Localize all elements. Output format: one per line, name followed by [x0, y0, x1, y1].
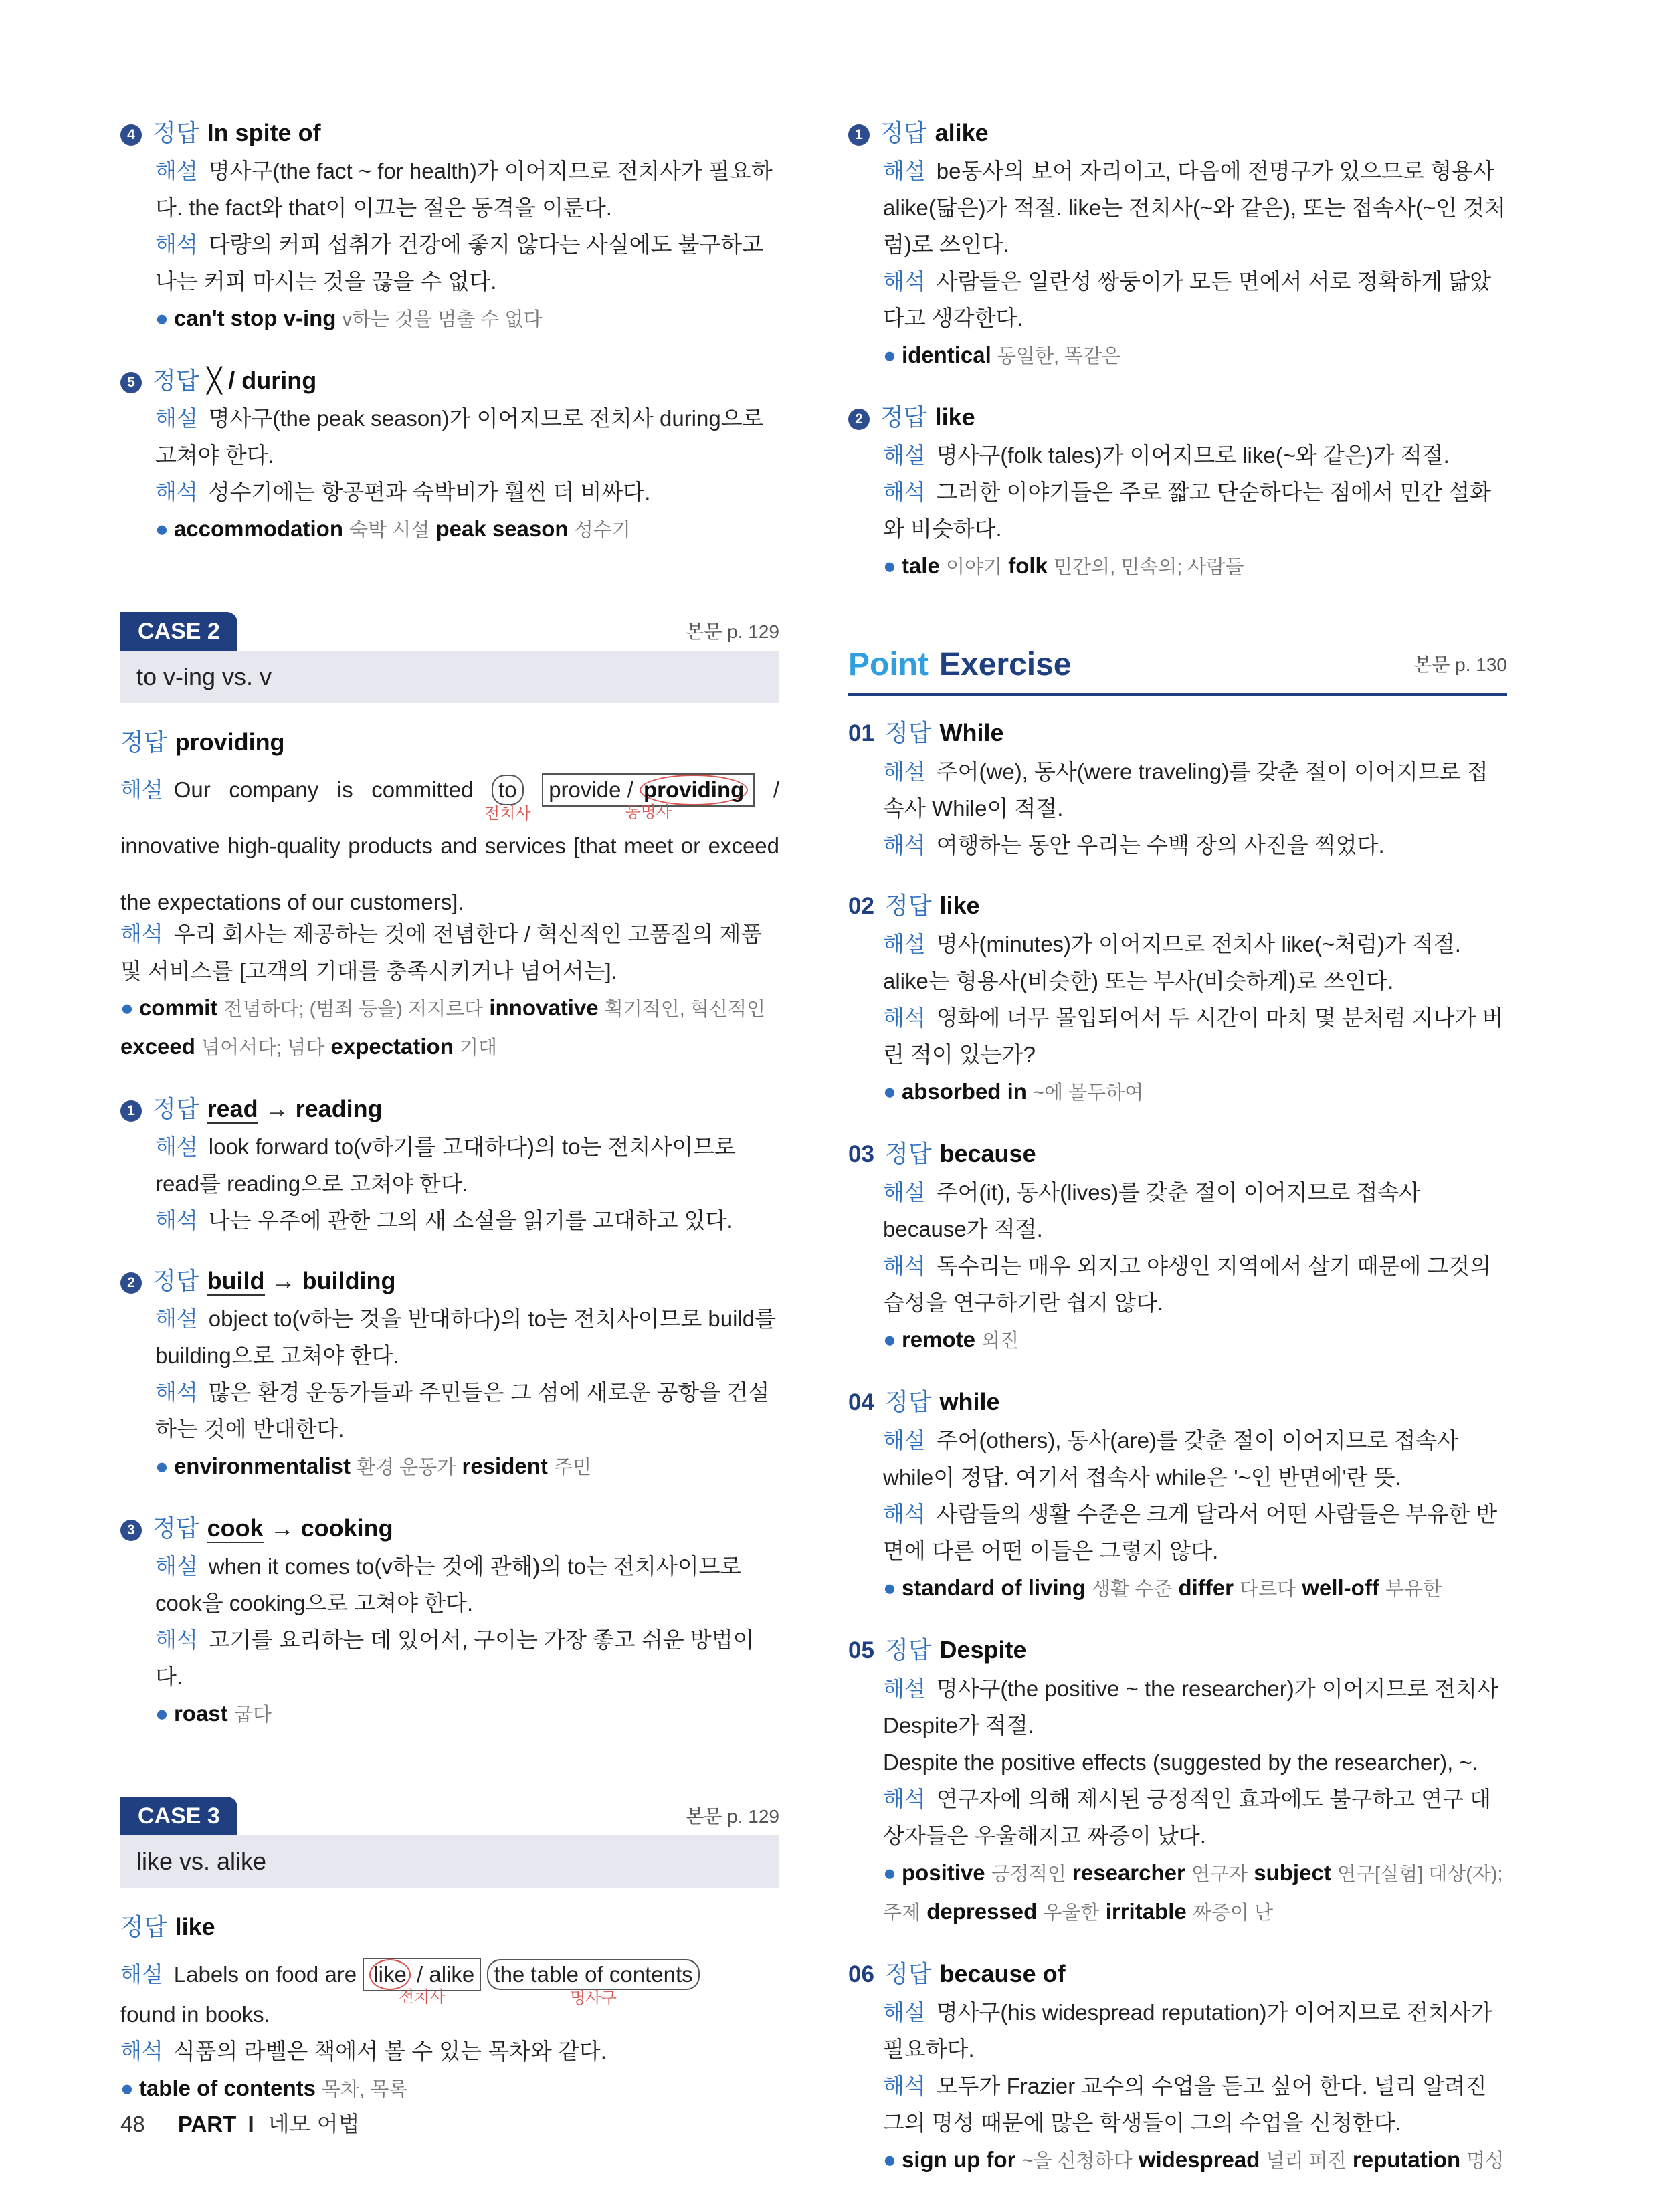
translation-text: 모두가 Frazier 교수의 수업을 듣고 싶어 한다. 널리 알려진 그의 명성 때문에 많은 학생들이 그의 수업을 신청한다. — [883, 2074, 1487, 2135]
case-title: like vs. alike — [120, 1835, 779, 1888]
explanation — [848, 753, 1507, 827]
translation-label: 해석 — [155, 1208, 198, 1233]
textbook-page-ref: 본문 p. 130 — [1413, 654, 1507, 675]
item-number-badge: 1 — [120, 1100, 142, 1122]
vocab-line — [120, 300, 779, 338]
explanation-text: 명사구(the peak season)가 이어지므로 전치사 during으로 고쳐야 한다. — [155, 406, 764, 468]
left-column — [120, 114, 779, 2131]
sentence-start: Our company is committed — [173, 777, 474, 802]
vocab-line — [120, 510, 779, 549]
answer-label: 정답 — [153, 367, 199, 394]
answer-correct: building — [302, 1267, 396, 1294]
vocab-word: widespread — [1138, 2147, 1260, 2172]
answer-label: 정답 — [120, 1913, 167, 1940]
answer-correct: reading — [295, 1095, 383, 1122]
vocab-meaning: 획기적인, 혁신적인 — [604, 999, 765, 1020]
vocab-word: subject — [1254, 1860, 1331, 1885]
vocab-word: tale — [901, 553, 940, 578]
answer-value: Despite — [939, 1636, 1027, 1664]
vocab-word: differ — [1178, 1575, 1234, 1600]
preposition-box — [484, 775, 531, 823]
explanation — [120, 400, 779, 474]
exercise-header — [848, 645, 1507, 696]
bullet-icon: ● — [883, 1860, 896, 1885]
explanation — [120, 762, 779, 930]
bullet-icon: ● — [883, 342, 896, 367]
translation-label: 해석 — [155, 232, 198, 257]
explanation-label: 해설 — [155, 1134, 198, 1159]
translation-text: 그러한 이야기들은 주로 짧고 단순하다는 점에서 민간 설화와 비슷하다. — [883, 480, 1492, 541]
answer-label: 정답 — [120, 728, 167, 756]
translation — [848, 1496, 1507, 1569]
vocab-line — [848, 1569, 1507, 1608]
vocab-meaning: 생활 수준 — [1092, 1579, 1173, 1600]
answer-line — [848, 1134, 1507, 1174]
vocab-meaning: 굽다 — [233, 1704, 272, 1726]
vocab-line — [848, 1321, 1507, 1360]
explanation-label: 해설 — [155, 159, 198, 183]
vocab-meaning: ~에 몰두하여 — [1033, 1082, 1144, 1104]
page-number: 48 — [120, 2112, 145, 2136]
case-header — [120, 612, 779, 651]
vocab-line — [120, 989, 779, 1067]
translation-label: 해석 — [155, 1380, 198, 1405]
explanation-text: 명사구(the fact ~ for health)가 이어지므로 전치사가 필요하다. the fact와 that이 이끄는 절은 동격을 이룬다. — [155, 159, 773, 220]
vocab-meaning: 다르다 — [1240, 1579, 1296, 1600]
spacer — [120, 703, 779, 723]
vocab-meaning: 성수기 — [574, 520, 631, 541]
answer-line — [120, 1090, 779, 1128]
vocab-word: well-off — [1302, 1575, 1379, 1600]
translation — [120, 916, 779, 989]
answer-label: 정답 — [880, 119, 927, 146]
vocab-word: reputation — [1352, 2147, 1461, 2172]
answer-line — [848, 714, 1507, 753]
translation — [848, 827, 1507, 864]
explanation — [120, 1946, 779, 2007]
vocab-line — [120, 1447, 779, 1486]
explanation — [848, 1422, 1507, 1496]
arrow-icon: → — [270, 1514, 294, 1542]
case-tag: CASE 2 — [120, 612, 237, 651]
translation — [120, 1202, 779, 1239]
choice-correct: like — [369, 1959, 411, 1990]
bullet-icon: ● — [120, 2076, 134, 2100]
explanation-label: 해설 — [883, 932, 926, 957]
item-number-badge: 1 — [848, 124, 870, 146]
answer-line — [848, 1383, 1507, 1422]
answer-item — [120, 1090, 779, 1239]
explanation-label: 해설 — [120, 777, 163, 802]
choice-wrong: / alike — [410, 1962, 475, 1987]
explanation — [848, 153, 1507, 263]
explanation-text: 주어(others), 동사(are)를 갖춘 절이 이어지므로 접속사 while이 정답. 여기서 접속사 while은 '~인 반면에'란 뜻. — [883, 1428, 1459, 1490]
answer-item — [848, 114, 1507, 375]
translation-label: 해석 — [155, 480, 198, 504]
answer-value: alike — [935, 119, 989, 146]
vocab-meaning: 연구[실험] 대상(자); 주제 — [883, 1864, 1503, 1924]
bullet-icon: ● — [883, 1575, 896, 1600]
translation-text: 독수리는 매우 외지고 야생인 지역에서 살기 때문에 그것의 습성을 연구하기란 쉽지 않다. — [883, 1253, 1492, 1315]
explanation — [848, 1994, 1507, 2068]
choice-box — [542, 773, 755, 821]
vocab-line — [848, 1073, 1507, 1112]
explanation-label: 해설 — [883, 443, 926, 468]
vocab-meaning: 부유한 — [1385, 1579, 1442, 1600]
vocab-word: table of contents — [138, 2076, 316, 2100]
vocab-meaning: 기대 — [460, 1037, 498, 1059]
vocab-word: absorbed in — [901, 1079, 1027, 1104]
answer-line — [848, 886, 1507, 926]
explanation-text: when it comes to(v하는 것에 관해)의 to는 전치사이므로 cook을 cooking으로 고쳐야 한다. — [155, 1554, 742, 1615]
translation-text: 여행하는 동안 우리는 수백 장의 사진을 찍었다. — [936, 833, 1385, 858]
translation-text: 식품의 라벨은 책에서 볼 수 있는 목차와 같다. — [173, 2039, 607, 2064]
translation — [848, 1247, 1507, 1321]
answer-value: In spite of — [207, 119, 321, 146]
vocab-word: identical — [901, 342, 991, 367]
vocab-word: innovative — [489, 995, 599, 1020]
answer-label: 정답 — [884, 1636, 932, 1664]
bullet-icon: ● — [883, 553, 896, 578]
slash: / — [773, 777, 780, 802]
explanation — [848, 437, 1507, 474]
answer-item — [848, 398, 1507, 586]
translation-text: 성수기에는 항공편과 숙박비가 훨씬 더 비싸다. — [208, 480, 651, 504]
answer-label: 정답 — [880, 403, 927, 431]
title-exercise: Exercise — [939, 647, 1072, 682]
choice-wrong: provide / — [549, 777, 640, 802]
item-number-badge: 3 — [120, 1520, 142, 1541]
page-footer — [120, 2107, 359, 2138]
explanation-label: 해설 — [120, 1962, 163, 1987]
spacer — [120, 1888, 779, 1908]
vocab-word: exceed — [120, 1034, 195, 1059]
choice-correct: providing — [640, 775, 748, 805]
spacer — [848, 609, 1507, 641]
explanation-text: 명사(minutes)가 이어지므로 전치사 like(~처럼)가 적절. alike는 형용사(비슷한) 또는 부사(비슷하게)로 쓰인다. — [883, 932, 1461, 993]
vocab-word: resident — [462, 1453, 548, 1478]
translation-label: 해석 — [883, 2074, 926, 2098]
explanation-text: 주어(we), 동사(were traveling)를 갖춘 절이 이어지므로 접속사 While이 적절. — [883, 759, 1488, 821]
translation-label: 해석 — [883, 1253, 926, 1278]
answer-label: 정답 — [884, 1388, 932, 1415]
sentence-rest: found in books. — [120, 2002, 270, 2027]
explanation — [120, 1128, 779, 1202]
case-tag: CASE 3 — [120, 1797, 237, 1835]
textbook-page-ref: 본문 p. 129 — [686, 621, 779, 642]
vocab-meaning: 넘어서다; 넘다 — [201, 1037, 325, 1059]
answer-value: because of — [939, 1960, 1066, 1987]
answer-value: like — [935, 403, 975, 431]
explanation — [120, 1300, 779, 1374]
vocab-word: remote — [901, 1327, 975, 1352]
bullet-icon: ● — [883, 1327, 896, 1352]
answer-line — [120, 1509, 779, 1548]
part-label: PART — [177, 2112, 237, 2136]
explanation — [848, 1670, 1507, 1744]
sentence-rest: innovative high-quality products and services [that meet or exceed the expectations of our customers]. — [120, 833, 779, 914]
spacer — [120, 1756, 779, 1797]
answer-wrong: cook — [207, 1514, 264, 1542]
translation-text: 많은 환경 운동가들과 주민들은 그 섬에 새로운 공항을 건설하는 것에 반대한다. — [155, 1380, 770, 1441]
explanation — [120, 1548, 779, 1621]
item-number-badge: 2 — [120, 1272, 142, 1294]
vocab-line — [848, 2141, 1507, 2180]
case2-example — [120, 723, 779, 1067]
bullet-icon: ● — [155, 1453, 169, 1478]
answer-correct: cooking — [300, 1514, 393, 1542]
answer-label: 정답 — [153, 119, 199, 146]
spacer — [120, 572, 779, 612]
vocab-word: depressed — [926, 1899, 1038, 1924]
exercise-item — [848, 1631, 1507, 1932]
translation-label: 해석 — [883, 1502, 926, 1526]
vocab-meaning: 외진 — [981, 1330, 1019, 1352]
item-number-badge: 4 — [120, 124, 142, 146]
vocab-word: positive — [901, 1860, 985, 1885]
translation — [120, 1621, 779, 1695]
translation — [120, 226, 779, 300]
translation-label: 해석 — [883, 1787, 926, 1811]
answer-line — [120, 1908, 779, 1946]
answer-wrong: build — [207, 1267, 265, 1294]
translation-label: 해석 — [155, 1627, 198, 1652]
bullet-icon: ● — [155, 516, 169, 541]
translation-label: 해석 — [120, 922, 163, 946]
explanation-text: 명사구(his widespread reputation)가 이어지므로 전치사가 필요하다. — [883, 2000, 1492, 2062]
translation — [120, 474, 779, 510]
answer-line — [120, 361, 779, 400]
item-number: 05 — [848, 1637, 874, 1664]
item-number: 03 — [848, 1141, 874, 1167]
answer-line — [848, 114, 1507, 153]
explanation-label: 해설 — [155, 406, 198, 431]
answer-value: ╳ / during — [207, 367, 317, 394]
vocab-word: irritable — [1105, 1899, 1187, 1924]
case3-example — [120, 1908, 779, 2108]
vocab-meaning: 명성 — [1466, 2150, 1504, 2172]
vocab-line — [848, 547, 1507, 586]
choice-box — [363, 1958, 481, 2006]
vocab-line — [848, 1854, 1507, 1932]
answer-label: 정답 — [153, 1095, 199, 1122]
translation-text: 연구자에 의해 제시된 긍정적인 효과에도 불구하고 연구 대상자들은 우울해지고 짜증이 났다. — [883, 1787, 1492, 1848]
answer-item — [120, 1509, 779, 1734]
translation — [120, 2033, 779, 2070]
answer-item — [120, 1262, 779, 1486]
bullet-icon: ● — [155, 1701, 169, 1726]
boxed-word: to — [498, 777, 517, 802]
answer-label: 정답 — [884, 1960, 932, 1987]
vocab-line — [120, 2070, 779, 2108]
translation-text: 나는 우주에 관한 그의 새 소설을 읽기를 고대하고 있다. — [208, 1208, 733, 1233]
vocab-meaning: 우울한 — [1043, 1902, 1100, 1924]
answer-line — [120, 1262, 779, 1300]
exercise-item — [848, 1134, 1507, 1360]
translation-text: 우리 회사는 제공하는 것에 전념한다 / 혁신적인 고품질의 제품 및 서비스를 [고객의 기대를 충족시키거나 넘어서는]. — [120, 922, 763, 983]
vocab-word: environmentalist — [173, 1453, 351, 1478]
vocab-word: can't stop v-ing — [173, 306, 336, 330]
translation-text: 다량의 커피 섭취가 건강에 좋지 않다는 사실에도 불구하고 나는 커피 마시는 것을 끊을 수 없다. — [155, 232, 764, 294]
answer-line — [848, 1631, 1507, 1670]
answer-wrong: read — [207, 1095, 258, 1122]
structure-note: Despite the positive effects (suggested by the researcher), ~. — [883, 1750, 1478, 1775]
translation-text: 영화에 너무 몰입되어서 두 시간이 마치 몇 분처럼 지나가 버린 적이 있는가? — [883, 1005, 1504, 1067]
answer-line — [120, 723, 779, 762]
explanation-text: 명사구(folk tales)가 이어지므로 like(~와 같은)가 적절. — [936, 443, 1450, 468]
translation-label: 해석 — [883, 480, 926, 504]
explanation-label: 해설 — [883, 1180, 926, 1205]
explanation-text: 주어(it), 동사(lives)를 갖춘 절이 이어지므로 접속사 because가 적절. — [883, 1180, 1421, 1241]
answer-value: while — [939, 1388, 1000, 1415]
vocab-word: folk — [1008, 553, 1048, 578]
textbook-page-ref: 본문 p. 129 — [686, 1806, 779, 1827]
translation — [848, 999, 1507, 1073]
boxed-phrase: the table of contents — [494, 1962, 693, 1987]
vocab-meaning: 긍정적인 — [991, 1864, 1066, 1885]
answer-value: like — [939, 892, 980, 919]
part-number: I — [248, 2112, 254, 2136]
exercise-item — [848, 714, 1507, 864]
vocab-meaning: 동일한, 똑같은 — [997, 346, 1121, 367]
vocab-meaning: 주민 — [554, 1457, 592, 1478]
translation-text: 고기를 요리하는 데 있어서, 구이는 가장 좋고 쉬운 방법이다. — [155, 1627, 755, 1689]
answer-label: 정답 — [153, 1514, 199, 1542]
arrow-icon: → — [264, 1095, 289, 1122]
vocab-word: roast — [173, 1701, 228, 1726]
translation — [848, 2068, 1507, 2141]
translation-label: 해석 — [883, 269, 926, 294]
bullet-icon: ● — [883, 1079, 896, 1104]
answer-value: While — [939, 719, 1004, 746]
item-number-badge: 5 — [120, 372, 142, 393]
item-number: 06 — [848, 1961, 874, 1987]
item-number: 01 — [848, 720, 874, 746]
explanation — [120, 153, 779, 226]
explanation — [848, 1174, 1507, 1247]
grammar-note: 명사구 — [570, 1989, 617, 2007]
explanation-label: 해설 — [155, 1306, 198, 1331]
explanation-label: 해설 — [883, 159, 926, 183]
vocab-word: peak season — [435, 516, 569, 541]
translation — [848, 474, 1507, 547]
right-column — [848, 114, 1507, 2203]
explanation-text: 명사구(the positive ~ the researcher)가 이어지므로 전치사 Despite가 적절. — [883, 1676, 1498, 1738]
translation-text: 사람들의 생활 수준은 크게 달라서 어떤 사람들은 부유한 반면에 다른 어떤 이들은 그렇지 않다. — [883, 1502, 1498, 1563]
answer-label: 정답 — [884, 719, 932, 746]
answer-line — [848, 1954, 1507, 1994]
title-point: Point — [848, 647, 929, 682]
vocab-word: accommodation — [173, 516, 343, 541]
translation-label: 해석 — [883, 1005, 926, 1030]
item-number: 04 — [848, 1389, 874, 1415]
answer-value: providing — [175, 728, 285, 756]
vocab-meaning: 민간의, 민속의; 사람들 — [1054, 557, 1244, 578]
case-title: to v-ing vs. v — [120, 651, 779, 703]
explanation — [848, 926, 1507, 999]
grammar-note: 전치사 — [484, 805, 531, 823]
translation-label: 해석 — [120, 2039, 163, 2064]
translation — [848, 1781, 1507, 1854]
answer-line — [120, 114, 779, 153]
exercise-item — [848, 1954, 1507, 2180]
explanation-text: be동사의 보어 자리이고, 다음에 전명구가 있으므로 형용사 alike(닮은)가 적절. like는 전치사(~와 같은), 또는 접속사(~인 것처럼)로 쓰인다. — [883, 159, 1506, 257]
vocab-word: commit — [138, 995, 218, 1020]
explanation-label: 해설 — [883, 2000, 926, 2025]
arrow-icon: → — [271, 1267, 296, 1294]
answer-line — [848, 398, 1507, 437]
answer-label: 정답 — [153, 1267, 199, 1294]
vocab-meaning: 목차, 목록 — [322, 2079, 408, 2100]
item-number-badge: 2 — [848, 409, 870, 430]
explanation-label: 해설 — [155, 1554, 198, 1579]
translation-label: 해석 — [883, 833, 926, 858]
vocab-meaning: 숙박 시설 — [349, 520, 430, 541]
vocab-meaning: 환경 운동가 — [357, 1457, 456, 1478]
vocab-word: sign up for — [901, 2147, 1016, 2172]
exercise-item — [848, 886, 1507, 1112]
vocab-meaning: ~을 신청하다 — [1021, 2150, 1133, 2172]
answer-item — [120, 361, 779, 549]
bullet-icon: ● — [883, 2147, 896, 2172]
translation-text: 사람들은 일란성 쌍둥이가 모든 면에서 서로 정확하게 닮았다고 생각한다. — [883, 269, 1492, 330]
vocab-meaning: v하는 것을 멈출 수 없다 — [342, 309, 543, 330]
bullet-icon: ● — [120, 995, 134, 1020]
vocab-line — [120, 1695, 779, 1734]
vocab-meaning: 짜증이 난 — [1192, 1902, 1274, 1924]
item-number: 02 — [848, 893, 874, 919]
answer-item — [120, 114, 779, 338]
bullet-icon: ● — [155, 306, 169, 330]
grammar-note: 전치사 — [399, 1988, 446, 2006]
explanation-text: object to(v하는 것을 반대하다)의 to는 전치사이므로 build를 building으로 고쳐야 한다. — [155, 1306, 777, 1368]
vocab-line — [848, 336, 1507, 375]
vocab-word: expectation — [330, 1034, 454, 1059]
explanation-label: 해설 — [883, 759, 926, 784]
explanation-label: 해설 — [883, 1428, 926, 1453]
answer-value: because — [939, 1140, 1036, 1167]
answer-value: like — [175, 1913, 215, 1940]
sentence-start: Labels on food are — [173, 1962, 357, 1987]
part-title: 네모 어법 — [268, 2112, 360, 2136]
vocab-meaning: 널리 퍼진 — [1266, 2150, 1347, 2172]
answer-label: 정답 — [884, 892, 932, 919]
vocab-meaning: 연구자 — [1191, 1864, 1248, 1885]
case-header — [120, 1797, 779, 1835]
vocab-word: standard of living — [901, 1575, 1086, 1600]
vocab-word: researcher — [1072, 1860, 1185, 1885]
exercise-title — [848, 645, 1507, 685]
vocab-meaning: 전념하다; (범죄 등을) 저지르다 — [223, 999, 484, 1020]
explanation-label: 해설 — [883, 1676, 926, 1701]
spacer — [848, 696, 1507, 714]
explanation-text: look forward to(v하기를 고대하다)의 to는 전치사이므로 read를 reading으로 고쳐야 한다. — [155, 1134, 736, 1196]
translation — [120, 1374, 779, 1447]
grammar-note: 동명사 — [625, 803, 672, 821]
noun-phrase-box — [487, 1959, 699, 2007]
translation — [848, 263, 1507, 336]
vocab-meaning: 이야기 — [945, 557, 1003, 578]
answer-label: 정답 — [884, 1140, 932, 1167]
exercise-item — [848, 1383, 1507, 1608]
